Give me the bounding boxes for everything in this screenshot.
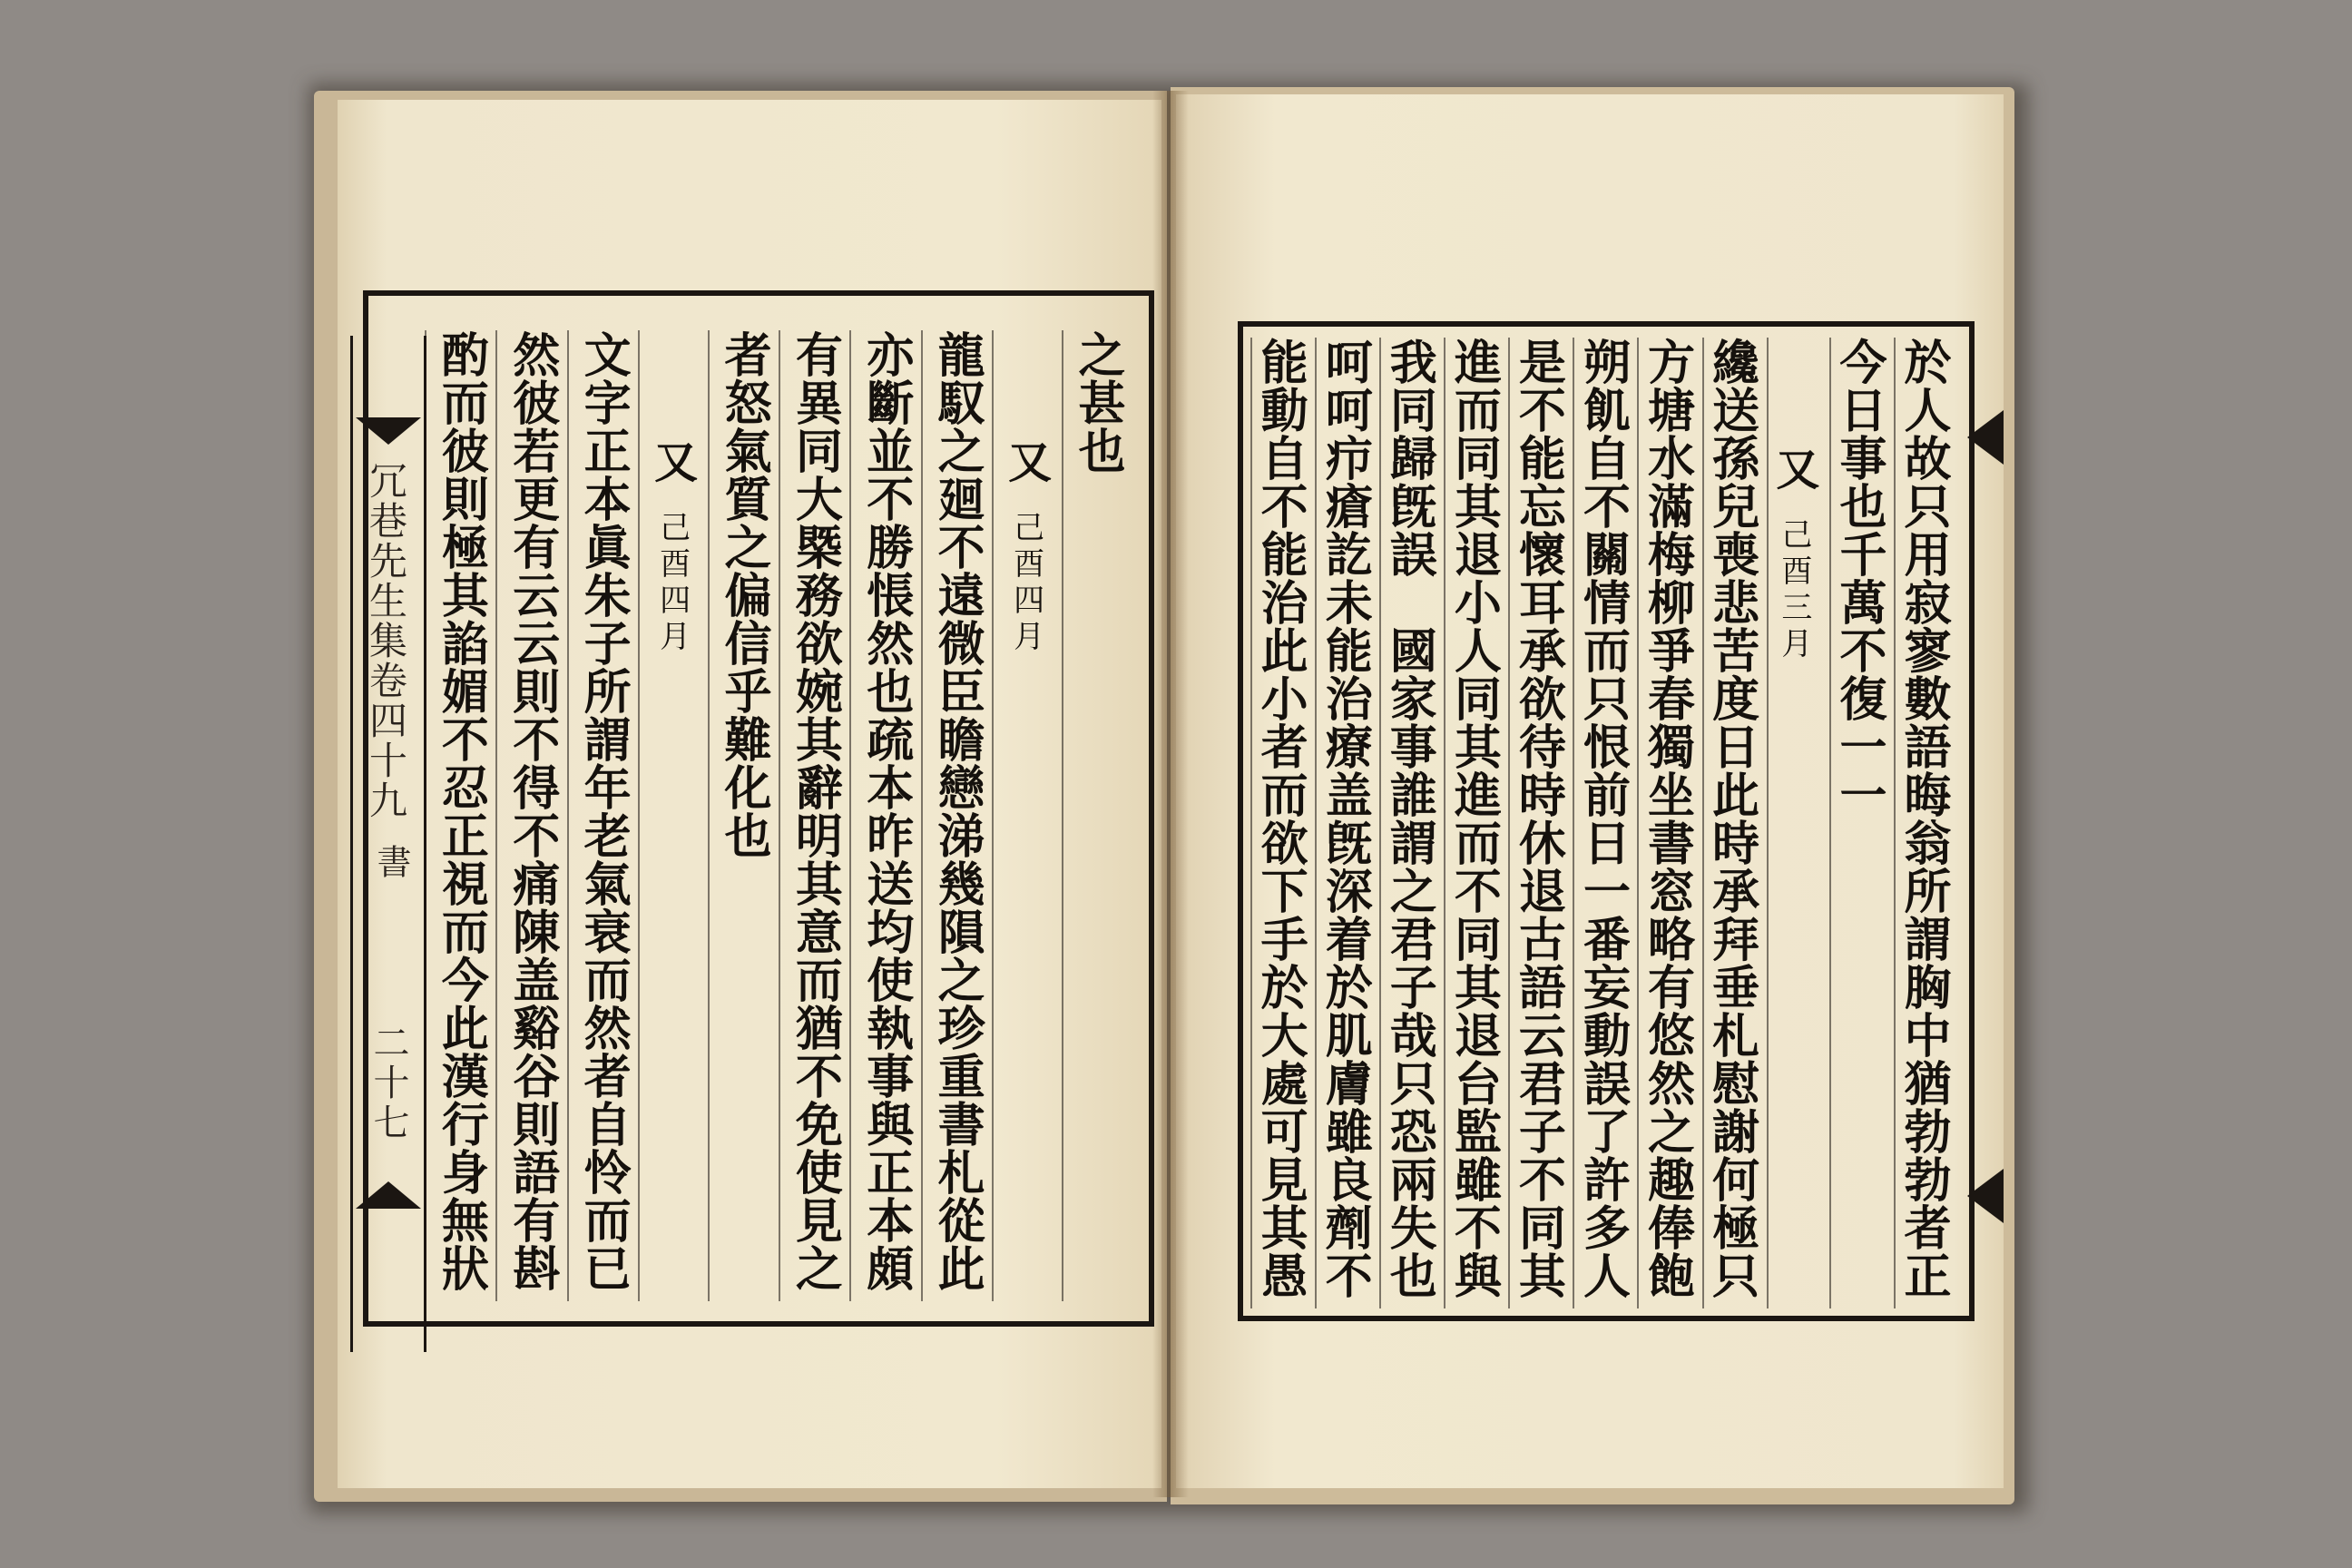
text-column: 文字正本眞朱子所謂年老氣衰而然者自怜而已 [567, 330, 638, 1301]
letter-date: 己酉四月 [1007, 511, 1044, 656]
text-column: 能動自不能治此小者而欲下手於大處可見其愚 [1250, 338, 1315, 1308]
letter-heading: 又 [646, 439, 698, 484]
fishtail-right-top-icon [1967, 410, 2004, 465]
center-column-title: 冗巷先生集卷四十九 [364, 461, 408, 820]
text-column: 龍馭之廻不遠微臣瞻戀涕幾隕之珍重書札從此 [921, 330, 992, 1301]
center-column-page-number: 二十七 [368, 1024, 409, 1143]
text-column: 於人故只用寂寥數語晦翁所謂胸中猶勃勃者正 [1894, 338, 1958, 1308]
text-column: 朔飢自不關情而只恨前日一番妄動誤了許多人 [1573, 338, 1637, 1308]
book-gutter [1152, 91, 1189, 1497]
text-column: 之甚也 [1062, 330, 1132, 1301]
letter-heading-column [1767, 338, 1829, 1308]
text-column: 者怒氣質之偏信乎難化也 [708, 330, 779, 1301]
letter-date: 己酉四月 [653, 511, 691, 656]
letter-date: 己酉三月 [1775, 518, 1812, 663]
letter-heading-column [638, 330, 707, 1301]
left-page-text [425, 330, 1132, 1310]
text-column: 今日事也千萬不復一一 [1829, 338, 1894, 1308]
letter-heading: 又 [1768, 446, 1819, 491]
text-column: 亦斷並不勝悵然也疏本昨送均使執事與正本頗 [849, 330, 920, 1301]
text-column: 然彼若更有云云則不得不痛陳盖谿谷則語有斟 [495, 330, 566, 1301]
text-column: 纔送孫兒喪悲苦度日此時承拜垂札慰謝何極只 [1702, 338, 1767, 1308]
fishtail-right-bottom-icon [1967, 1169, 2004, 1223]
text-column: 我同歸旣誤 國家事誰謂之君子哉只恐兩失也 [1379, 338, 1444, 1308]
text-column: 有異同大槩務欲婉其辭明其意而猶不免使見之 [779, 330, 849, 1301]
text-column: 是不能忘懷耳承欲待時休退古語云君子不同其 [1508, 338, 1573, 1308]
center-column-section: 書 [371, 844, 411, 878]
letter-heading: 又 [1000, 439, 1052, 484]
fishtail-top-icon [356, 417, 421, 445]
right-page-text [1250, 338, 1958, 1308]
fishtail-bottom-icon [356, 1181, 421, 1209]
text-column: 方塘水滿梅柳爭春獨坐書窓略有悠然之趣俸飽 [1637, 338, 1701, 1308]
text-column: 酌而彼則極其諂媚不忍正視而今此漢行身無狀 [425, 330, 495, 1301]
text-column: 進而同其退小人同其進而不同其退台監雖不與 [1444, 338, 1508, 1308]
text-column: 呵呵疖瘡訖未能治療盖旣深着於肌膚雖良劑不 [1315, 338, 1379, 1308]
letter-heading-column [992, 330, 1061, 1301]
